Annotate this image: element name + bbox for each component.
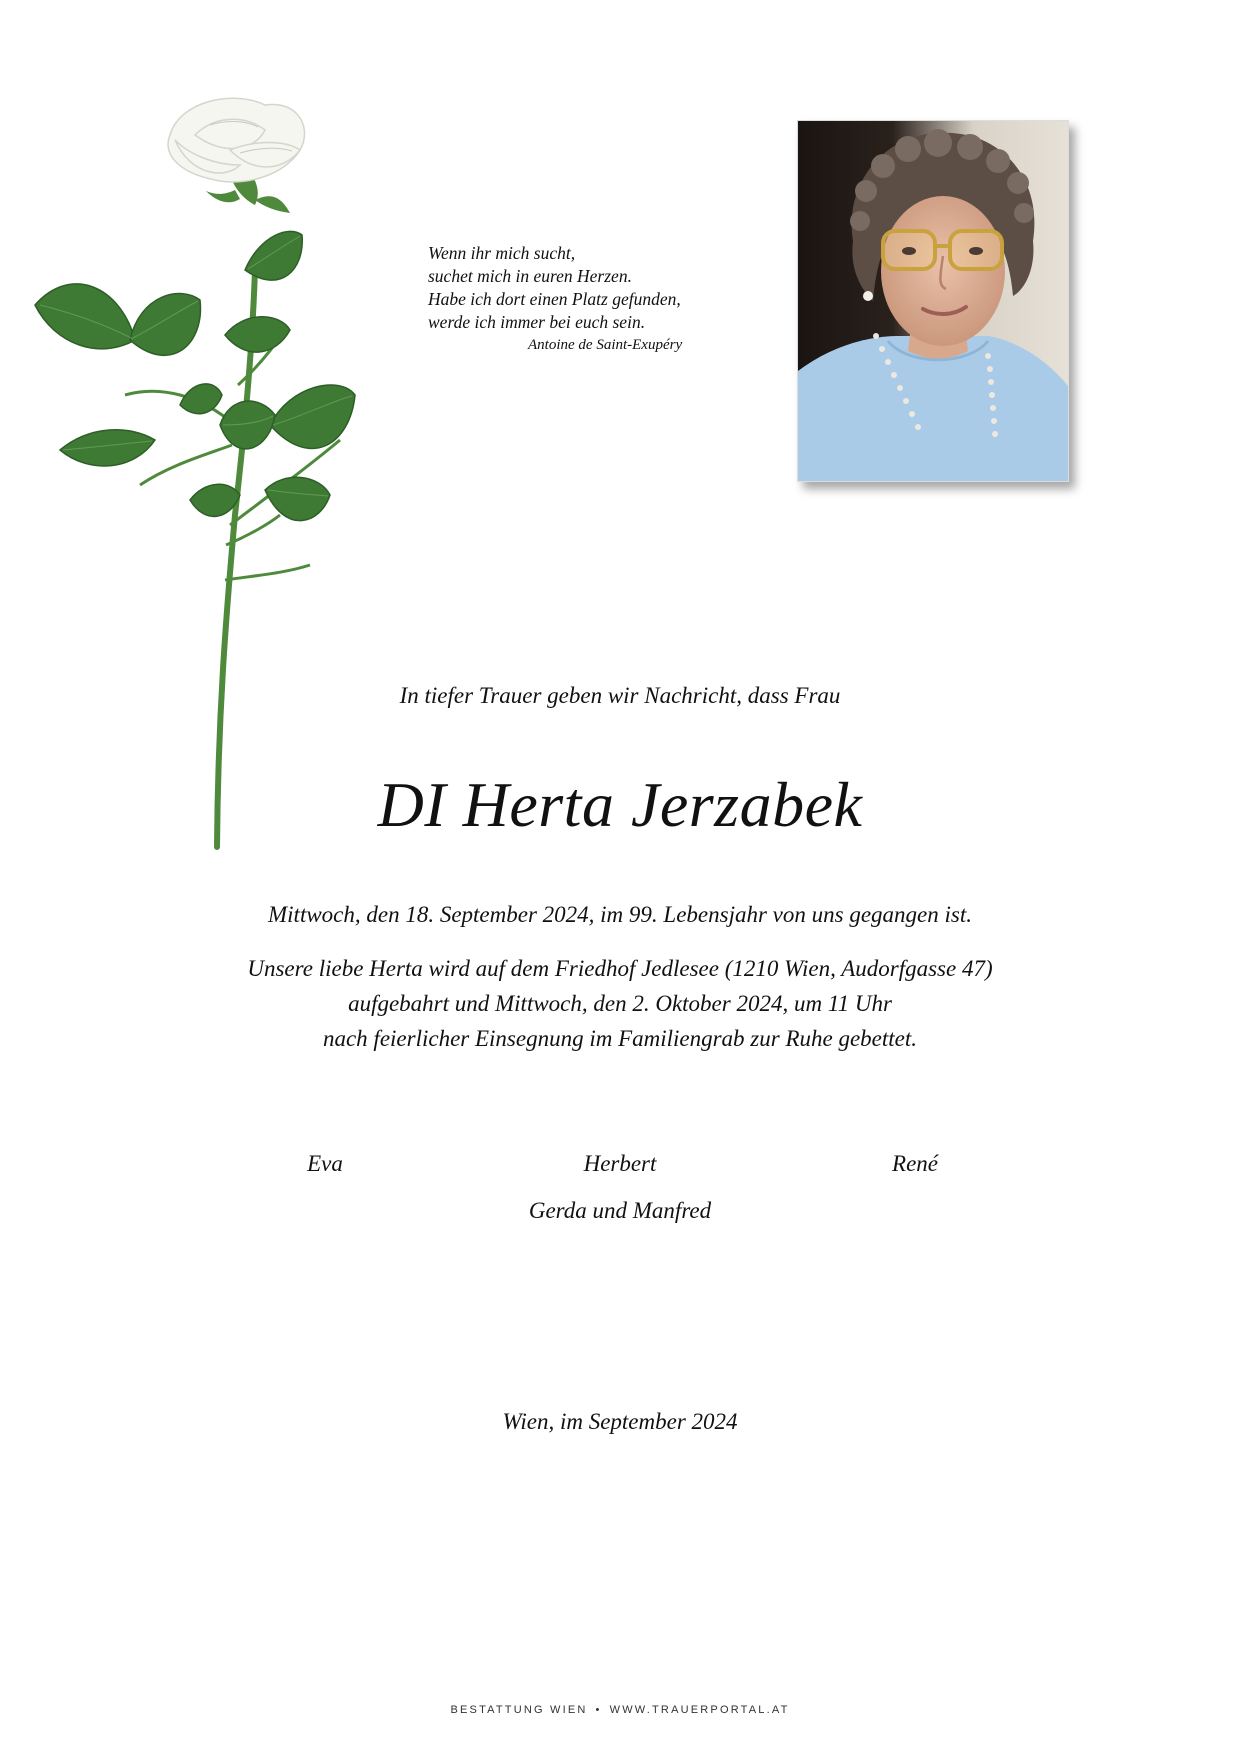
footer-company: BESTATTUNG WIEN bbox=[450, 1704, 588, 1716]
mourner-name: Gerda und Manfred bbox=[528, 1198, 712, 1223]
footer-website-link[interactable]: WWW.TRAUERPORTAL.AT bbox=[609, 1704, 790, 1716]
footer-separator: • bbox=[595, 1704, 602, 1716]
burial-line: Unsere liebe Herta wird auf dem Friedhof Jedlesee (1210 Wien, Audorfgasse 47) bbox=[247, 956, 993, 981]
white-rose-image bbox=[30, 95, 410, 855]
poem-line: suchet mich in euren Herzen. bbox=[428, 266, 632, 286]
mourner-name: René bbox=[892, 1151, 938, 1176]
poem-line: werde ich immer bei euch sein. bbox=[428, 312, 646, 332]
poem-author: Antoine de Saint-Exupéry bbox=[528, 337, 683, 353]
poem-line: Wenn ihr mich sucht, bbox=[428, 243, 576, 263]
portrait-image bbox=[798, 121, 1068, 481]
mourner-name: Eva bbox=[307, 1151, 343, 1176]
date-of-death: Mittwoch, den 18. September 2024, im 99. Lebensjahr von uns gegangen ist. bbox=[268, 902, 972, 927]
deceased-name: DI Herta Jerzabek bbox=[377, 769, 863, 840]
notice-intro: In tiefer Trauer geben wir Nachricht, dass Frau bbox=[399, 683, 841, 708]
poem-line: Habe ich dort einen Platz gefunden, bbox=[428, 289, 681, 309]
poem-block bbox=[428, 242, 728, 357]
burial-details bbox=[0, 951, 1240, 1056]
portrait-photo bbox=[797, 120, 1069, 482]
burial-line: aufgebahrt und Mittwoch, den 2. Oktober 2024, um 11 Uhr bbox=[348, 991, 892, 1016]
footer bbox=[0, 1704, 1240, 1716]
place-date: Wien, im September 2024 bbox=[502, 1409, 738, 1434]
mourner-name: Herbert bbox=[583, 1151, 657, 1176]
burial-line: nach feierlicher Einsegnung im Familiengrab zur Ruhe gebettet. bbox=[322, 1026, 918, 1051]
